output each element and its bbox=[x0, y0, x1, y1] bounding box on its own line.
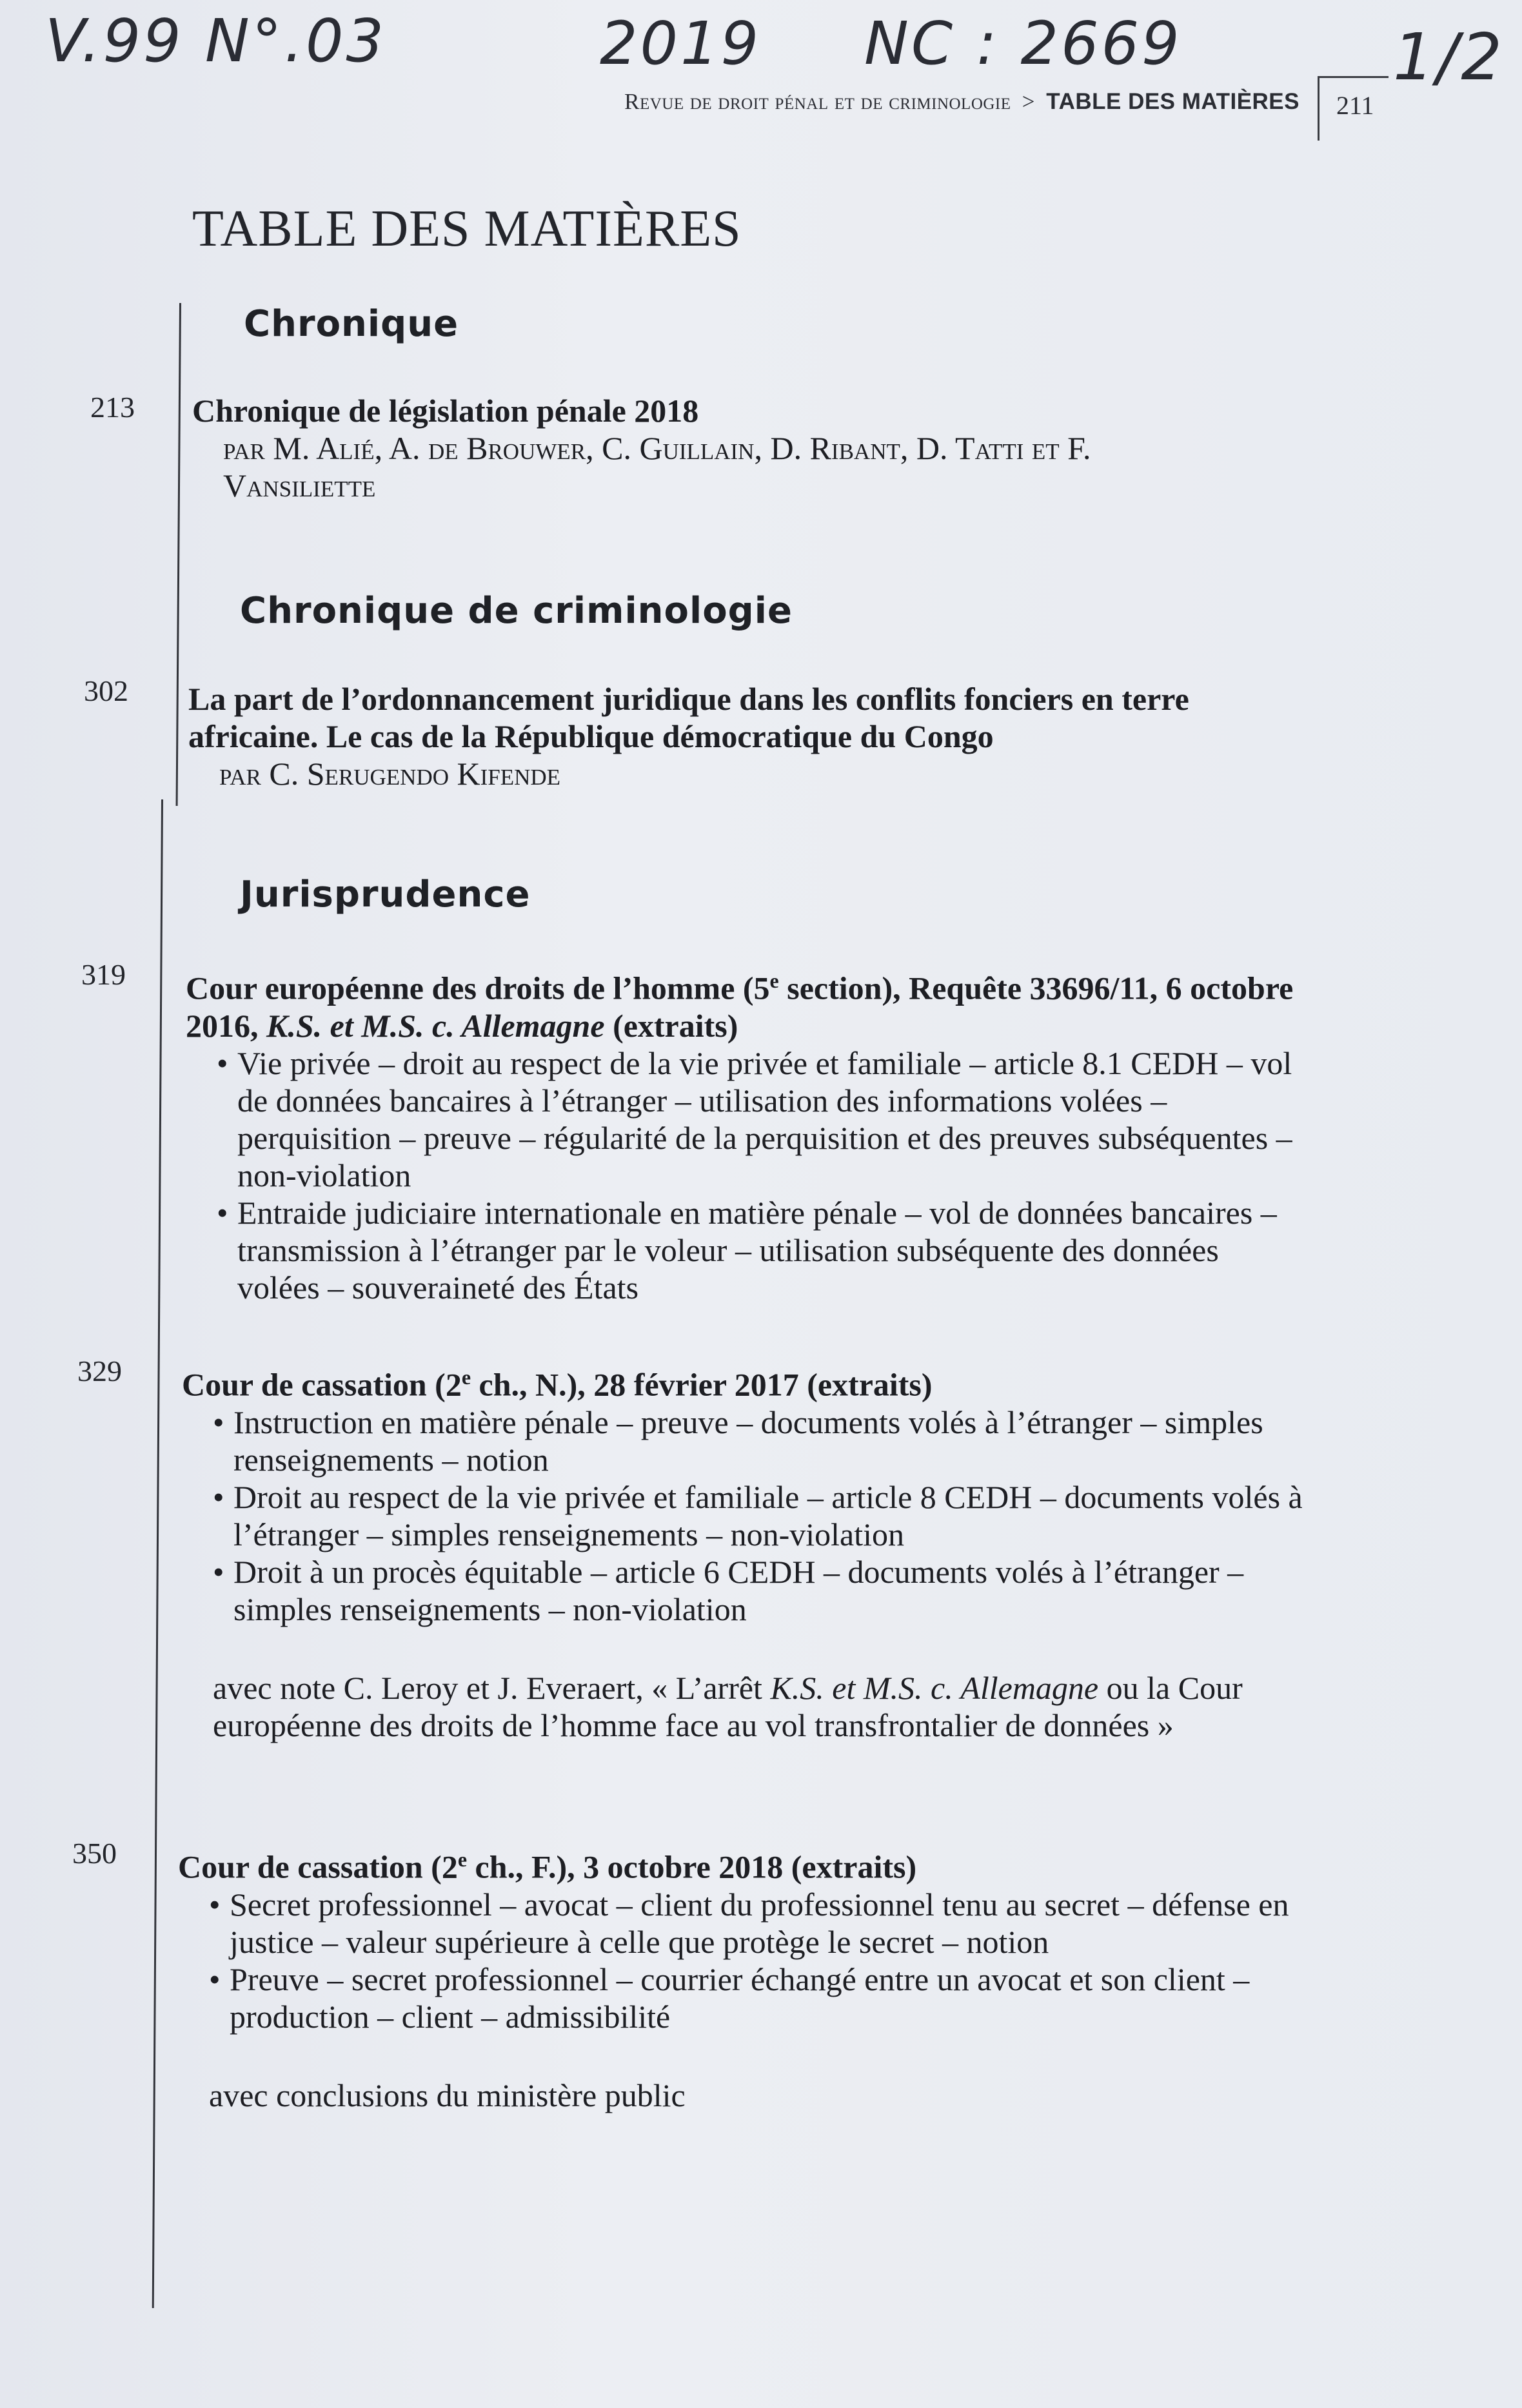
keyword-list bbox=[186, 1044, 1308, 1306]
header-rule-horizontal bbox=[1318, 76, 1389, 78]
handwritten-nc: NC : 2669 bbox=[864, 9, 1182, 78]
entry-page-number: 329 bbox=[77, 1355, 122, 1387]
running-header bbox=[624, 89, 1300, 115]
entry-note: avec conclusions du ministère public bbox=[209, 2077, 686, 2113]
page-number: 211 bbox=[1336, 91, 1374, 120]
toc-entry bbox=[186, 962, 1308, 1306]
header-section: TABLE DES MATIÈRES bbox=[1046, 89, 1300, 114]
handwritten-volume: V.99 N°.03 bbox=[45, 6, 387, 75]
keyword-bullet: • Secret professionnel – avocat – client du professionnel tenu au secret – défense en justice – valeur supérieure à celle que protège le secret – notion bbox=[197, 1886, 1313, 1961]
toc-entry bbox=[188, 680, 1259, 792]
title-text: Cour de cassation (2 bbox=[178, 1848, 458, 1885]
note-text: avec note C. Leroy et J. Everaert, « L’arrêt bbox=[213, 1669, 771, 1706]
entry-title: Chronique de législation pénale 2018 bbox=[192, 393, 699, 429]
entry-title bbox=[178, 1841, 1313, 1886]
title-superscript: e bbox=[457, 1848, 468, 1871]
handwritten-year: 2019 bbox=[600, 9, 762, 78]
title-text: Cour de cassation (2 bbox=[182, 1366, 462, 1403]
keyword-bullet: • Entraide judiciaire internationale en matière pénale – vol de données bancaires – transmission à l’étranger par le voleur – utilisation subséquente des données volées – souveraineté des États bbox=[205, 1194, 1308, 1306]
page-title: TABLE DES MATIÈRES bbox=[192, 201, 742, 257]
toc-entry bbox=[192, 392, 1198, 504]
entry-page-number: 213 bbox=[90, 391, 135, 424]
title-text: section), Requête 33696/11, 6 octobre 2016, bbox=[186, 970, 1294, 1044]
title-superscript: e bbox=[461, 1366, 471, 1389]
keyword-bullet: • Preuve – secret professionnel – courrier échangé entre un avocat et son client – production – client – admissibilité bbox=[197, 1961, 1313, 2035]
title-text: ch., F.), 3 octobre 2018 (extraits) bbox=[467, 1848, 917, 1885]
keyword-bullet: • Droit à un procès équitable – article 6 CEDH – documents volés à l’étranger – simples renseignements – non-violation bbox=[201, 1553, 1310, 1628]
entry-note bbox=[182, 1669, 1310, 1744]
entry-title bbox=[182, 1358, 1310, 1404]
note-case-name: K.S. et M.S. c. Allemagne bbox=[770, 1669, 1099, 1706]
header-rule-vertical bbox=[1318, 76, 1319, 141]
entry-author: par M. Alié, A. de Brouwer, C. Guillain, D. Ribant, D. Tatti et F. Vansiliette bbox=[223, 430, 1091, 504]
note-text: ou la Cour européenne des droits de l’homme face au vol transfrontalier de données » bbox=[213, 1669, 1243, 1743]
margin-rule-bottom bbox=[152, 799, 163, 2308]
title-text: (extraits) bbox=[604, 1007, 738, 1044]
keyword-bullet: • Vie privée – droit au respect de la vie privée et familiale – article 8.1 CEDH – vol de données bancaires à l’étranger – utilisation des informations volées – perquisition – preuve – régularité de la perquisition et des preuves subséquentes – non-violation bbox=[205, 1044, 1308, 1194]
entry-page-number: 302 bbox=[84, 674, 128, 707]
keyword-bullet: • Instruction en matière pénale – preuve – documents volés à l’étranger – simples renseignements – notion bbox=[201, 1404, 1310, 1478]
keyword-list bbox=[182, 1404, 1310, 1628]
journal-name: Revue de droit pénal et de criminologie bbox=[624, 89, 1011, 114]
keyword-list bbox=[178, 1886, 1313, 2035]
entry-title: La part de l’ordonnancement juridique dans les conflits fonciers en terre africaine. Le cas de la République démocratique du Congo bbox=[188, 681, 1189, 754]
handwritten-part: 1/2 bbox=[1393, 19, 1505, 95]
entry-title bbox=[186, 962, 1308, 1044]
toc-entry bbox=[182, 1358, 1310, 1744]
margin-rule-top bbox=[176, 303, 181, 806]
section-heading-jurisprudence: Jurisprudence bbox=[240, 874, 531, 915]
title-text: Cour européenne des droits de l’homme (5 bbox=[186, 970, 770, 1006]
header-separator: > bbox=[1022, 89, 1036, 114]
section-heading-criminologie: Chronique de criminologie bbox=[240, 590, 793, 632]
section-heading-chronique: Chronique bbox=[244, 303, 459, 345]
title-case-name: K.S. et M.S. c. Allemagne bbox=[266, 1007, 605, 1044]
title-superscript: e bbox=[769, 969, 779, 992]
entry-page-number: 319 bbox=[81, 958, 126, 991]
entry-author: par C. Serugendo Kifende bbox=[219, 756, 561, 792]
title-text: ch., N.), 28 février 2017 (extraits) bbox=[471, 1366, 933, 1403]
keyword-bullet: • Droit au respect de la vie privée et familiale – article 8 CEDH – documents volés à l’étranger – simples renseignements – non-violation bbox=[201, 1478, 1310, 1553]
toc-entry bbox=[178, 1841, 1313, 2114]
entry-page-number: 350 bbox=[72, 1837, 117, 1870]
